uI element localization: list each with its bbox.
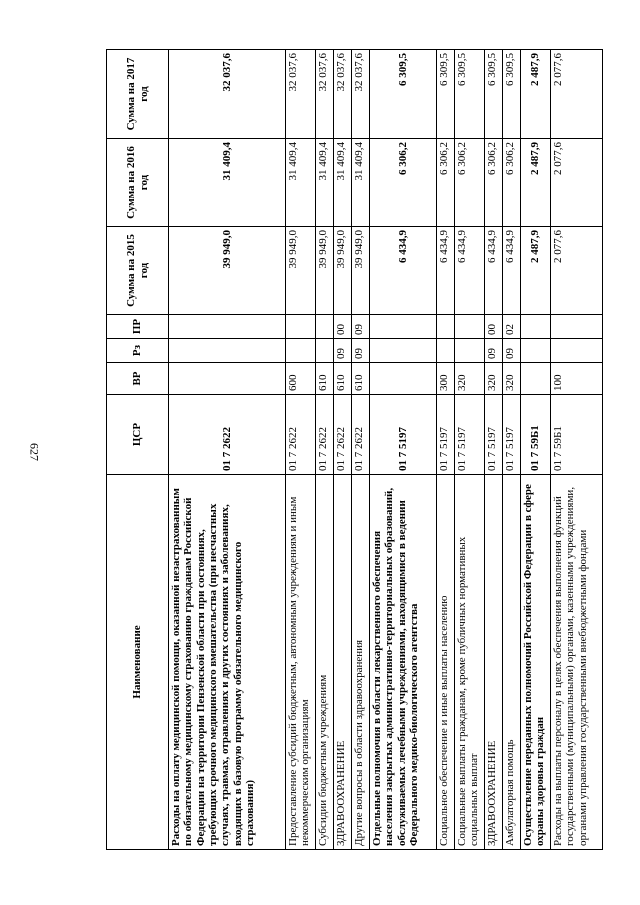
row-sum-2017: 32 037,6 [316,50,334,139]
row-pr [370,315,437,339]
header-row [107,50,169,850]
row-name: ЗДРАВООХРАНЕНИЕ [485,475,503,850]
row-pr [286,315,316,339]
row-sum-2015: 6 434,9 [370,227,437,315]
row-sum-2016: 6 306,2 [455,139,485,227]
row-rz: 09 [334,339,352,363]
header-name: Наименование [107,475,169,850]
row-sum-2015: 39 949,0 [352,227,370,315]
row-csr: 01 7 5197 [455,395,485,475]
row-vr: 610 [334,363,352,395]
table-row [503,50,521,850]
row-csr: 01 7 2622 [334,395,352,475]
row-sum-2015: 6 434,9 [503,227,521,315]
row-sum-2017: 6 309,5 [437,50,455,139]
row-rz: 09 [485,339,503,363]
row-sum-2017: 32 037,6 [286,50,316,139]
row-vr [521,363,551,395]
row-rz [551,339,603,363]
table-row [352,50,370,850]
row-vr: 320 [455,363,485,395]
row-sum-2017: 32 037,6 [169,50,286,139]
row-sum-2016: 2 487,9 [521,139,551,227]
row-csr: 01 7 2622 [352,395,370,475]
row-rz: 09 [503,339,521,363]
table-row [551,50,603,850]
row-rz [286,339,316,363]
row-vr: 300 [437,363,455,395]
row-name: Другие вопросы в области здравоохранения [352,475,370,850]
row-sum-2015: 39 949,0 [286,227,316,315]
row-sum-2017: 6 309,5 [503,50,521,139]
row-vr: 100 [551,363,603,395]
row-sum-2017: 6 309,5 [485,50,503,139]
budget-table [106,49,603,850]
row-pr [551,315,603,339]
row-vr [169,363,286,395]
row-vr: 320 [503,363,521,395]
row-pr: 00 [485,315,503,339]
row-rz [437,339,455,363]
row-name: Социальные выплаты гражданам, кроме публичных нормативных социальных выплат [455,475,485,850]
header-sum-2017: Сумма на 2017 год [107,50,169,139]
row-sum-2015: 39 949,0 [316,227,334,315]
row-name: Субсидии бюджетным учреждениям [316,475,334,850]
row-pr [437,315,455,339]
header-vr: ВР [107,363,169,395]
row-name: Расходы на выплаты персоналу в целях обеспечения выполнения функций государственными (муниципальными) органами, казенными учреждениями, органами управления государственными внебюджетными фондами [551,475,603,850]
row-vr [370,363,437,395]
row-sum-2017: 32 037,6 [334,50,352,139]
row-vr: 600 [286,363,316,395]
row-pr [521,315,551,339]
rotated-table-container [106,50,589,850]
row-rz [169,339,286,363]
row-csr: 01 7 59Б1 [521,395,551,475]
page-number: 627 [27,443,42,461]
table-row [286,50,316,850]
table-row [316,50,334,850]
row-pr: 09 [352,315,370,339]
row-rz [455,339,485,363]
header-sum-2016: Сумма на 2016 год [107,139,169,227]
row-csr: 01 7 5197 [437,395,455,475]
row-sum-2016: 31 409,4 [352,139,370,227]
table-row [169,50,286,850]
row-sum-2015: 6 434,9 [485,227,503,315]
row-pr [455,315,485,339]
row-name: Отдельные полномочия в области лекарственного обеспечения населения закрытых административно-территориальных образований, обслуживаемых лечебными учреждениями, находящимися в ведении Федерального медико-биологического агентства [370,475,437,850]
row-name: Осуществление переданных полномочий Российской Федерации в сфере охраны здоровья граждан [521,475,551,850]
row-pr: 00 [334,315,352,339]
row-rz [370,339,437,363]
table-row [437,50,455,850]
row-name: Амбулаторная помощь [503,475,521,850]
header-rz: Рз [107,339,169,363]
row-pr: 02 [503,315,521,339]
table-row [455,50,485,850]
row-sum-2015: 6 434,9 [455,227,485,315]
row-csr: 01 7 2622 [286,395,316,475]
row-sum-2015: 39 949,0 [169,227,286,315]
row-sum-2016: 6 306,2 [370,139,437,227]
row-csr: 01 7 59Б1 [551,395,603,475]
row-sum-2016: 6 306,2 [503,139,521,227]
row-sum-2016: 31 409,4 [334,139,352,227]
row-name: Расходы на оплату медицинской помощи, оказанной незастрахованным по обязательному медицинскому страхованию гражданам Российской Федерации на территории Пензенской области при состояниях, требующих срочного медицинского вмешательства (при несчастных случаях, травмах, отравлениях и других состояниях и заболеваниях, входящих в базовую программу обязательного медицинского страхования) [169,475,286,850]
row-sum-2016: 31 409,4 [316,139,334,227]
row-name: ЗДРАВООХРАНЕНИЕ [334,475,352,850]
row-sum-2015: 39 949,0 [334,227,352,315]
row-sum-2017: 32 037,6 [352,50,370,139]
row-csr: 01 7 5197 [370,395,437,475]
row-vr: 610 [352,363,370,395]
row-sum-2016: 31 409,4 [286,139,316,227]
row-sum-2017: 2 077,6 [551,50,603,139]
table-row [370,50,437,850]
row-rz [521,339,551,363]
row-csr: 01 7 2622 [316,395,334,475]
row-sum-2015: 2 487,9 [521,227,551,315]
table-row [334,50,352,850]
row-vr: 610 [316,363,334,395]
row-sum-2016: 31 409,4 [169,139,286,227]
row-pr [169,315,286,339]
header-pr: ПР [107,315,169,339]
row-pr [316,315,334,339]
header-csr: ЦСР [107,395,169,475]
row-sum-2015: 2 077,6 [551,227,603,315]
table-row [485,50,503,850]
row-sum-2016: 6 306,2 [485,139,503,227]
header-sum-2015: Сумма на 2015 год [107,227,169,315]
row-sum-2017: 2 487,9 [521,50,551,139]
row-sum-2015: 6 434,9 [437,227,455,315]
row-sum-2017: 6 309,5 [455,50,485,139]
row-csr: 01 7 2622 [169,395,286,475]
row-rz: 09 [352,339,370,363]
row-sum-2017: 6 309,5 [370,50,437,139]
table-row [521,50,551,850]
row-vr: 320 [485,363,503,395]
row-csr: 01 7 5197 [485,395,503,475]
row-name: Социальное обеспечение и иные выплаты населению [437,475,455,850]
row-name: Предоставление субсидий бюджетным, автономным учреждениям и иным некоммерческим организациям [286,475,316,850]
row-sum-2016: 2 077,6 [551,139,603,227]
row-sum-2016: 6 306,2 [437,139,455,227]
row-rz [316,339,334,363]
row-csr: 01 7 5197 [503,395,521,475]
